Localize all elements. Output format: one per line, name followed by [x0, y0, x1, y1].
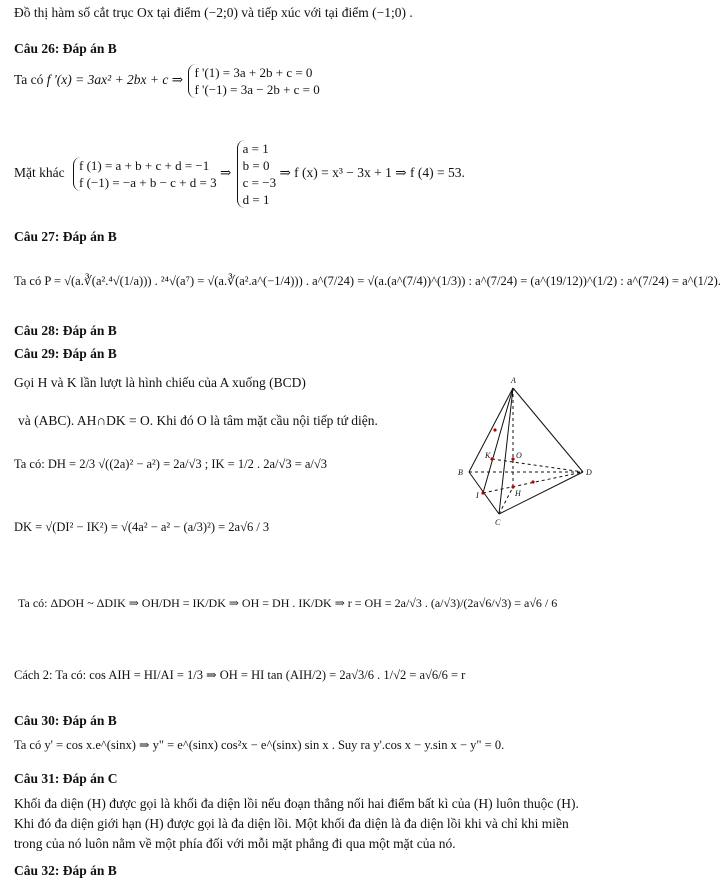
q26-sol-b: b = 0 [242, 158, 270, 173]
intro-line: Đồ thị hàm số cắt trục Ox tại điểm (−2;0) và tiếp xúc với tại điểm (−1;0) . [14, 5, 413, 20]
q26-system-1 [188, 64, 319, 98]
q27-heading: Câu 27: Đáp án B [14, 229, 117, 244]
q29-heading: Câu 29: Đáp án B [14, 346, 117, 361]
q31-line1: Khối đa diện (H) được gọi là khối đa diện lồi nếu đoạn thẳng nối hai điểm bất kì của (H) luôn thuộc (H). [14, 796, 579, 811]
label-i: I [476, 491, 479, 500]
edge-ad [513, 388, 583, 472]
line-kd [492, 459, 583, 472]
q30-heading: Câu 30: Đáp án B [14, 713, 117, 728]
q29-line2: và (ABC). AH∩DK = O. Khi đó O là tâm mặt cầu nội tiếp tứ diện. [18, 413, 378, 428]
q26-derivative-line [14, 64, 320, 98]
label-k: K [485, 451, 491, 460]
q26-values-line [14, 140, 465, 208]
q26-sol-c: c = −3 [242, 175, 277, 190]
q32-heading: Câu 32: Đáp án B [14, 863, 117, 878]
q26-lead: Ta có [14, 72, 44, 88]
label-c: C [495, 518, 501, 527]
q27-line [14, 272, 721, 290]
line-ai [483, 388, 513, 493]
q29-similar-line: Ta có: ΔDOH ~ ΔDIK ⇒ OH/DH = IK/DK ⇒ OH = DH . IK/DK ⇒ r = OH = 2a/√3 . (a/√3)/(2a√6/√3) = a√6 / 6 [18, 596, 558, 610]
q27-lead: Ta có [14, 274, 42, 288]
q26-sol-a: a = 1 [242, 141, 269, 156]
q31-line3: trong của nó luôn nằm về một phía đối với mỗi mặt phẳng đi qua một mặt của nó. [14, 836, 456, 851]
q29-method2-line: Cách 2: Ta có: cos AIH = HI/AI = 1/3 ⇒ OH = HI tan (AIH/2) = 2a√3/6 . 1/√2 = a√6/6 = r [14, 668, 466, 682]
q26-result: ⇒ f (x) = x³ − 3x + 1 ⇒ f (4) = 53. [279, 165, 465, 181]
q27-expr: P = √(a.∛(a².⁴√(1/a))) . ²⁴√(a⁷) = √(a.∛(a².a^(−1/4))) . a^(7/24) = √(a.(a^(7/4))^(1/3)) : a^(7/24) = (a^(19/12))^(1/2) : a^(7/24) = a^(1/2). [44, 274, 721, 288]
q26-lead2: Mặt khác [14, 165, 65, 181]
q26-system-2 [73, 157, 217, 191]
label-o: O [516, 451, 522, 460]
q29-dk-line: DK = √(DI² − IK²) = √(4a² − a² − (a/3)²) = 2a√6 / 3 [14, 520, 270, 534]
label-d: D [586, 468, 592, 477]
q31-line2: Khi đó đa diện giới hạn (H) được gọi là đa diện lồi. Một khối đa diện là đa diện lồi khi và chỉ khi miền [14, 816, 569, 831]
q28-heading: Câu 28: Đáp án B [14, 323, 117, 338]
label-b: B [458, 468, 463, 477]
q26-arrow: ⇒ [219, 165, 232, 181]
edge-ac [499, 388, 513, 514]
q29-dh-line [14, 455, 327, 473]
q26-eq-2: f '(−1) = 3a − 2b + c = 0 [194, 82, 320, 97]
q26-eq-4: f (−1) = −a + b − c + d = 3 [78, 175, 217, 190]
label-h: H [515, 489, 521, 498]
label-a: A [511, 376, 516, 385]
q26-heading: Câu 26: Đáp án B [14, 41, 117, 56]
q26-expr: f '(x) = 3ax² + 2bx + c ⇒ [46, 72, 184, 88]
q31-paragraph [14, 794, 634, 854]
q26-sol-d: d = 1 [242, 192, 270, 207]
q29-dh: DH = 2/3 √((2a)² − a²) = 2a/√3 ; IK = 1/2 . 2a/√3 = a/√3 [47, 457, 328, 471]
q26-eq-3: f (1) = a + b + c + d = −1 [78, 158, 210, 173]
tetrahedron-figure [455, 372, 595, 532]
q30-line: Ta có y' = cos x.e^(sinx) ⇒ y" = e^(sinx) cos²x − e^(sinx) sin x . Suy ra y'.cos x − y.sin x − y" = 0. [14, 738, 505, 752]
edge-cd [499, 472, 583, 514]
q26-solution-system [237, 140, 276, 208]
q29-line1: Gọi H và K lần lượt là hình chiếu của A xuống (BCD) [14, 375, 306, 390]
q31-heading: Câu 31: Đáp án C [14, 771, 118, 786]
q26-eq-1: f '(1) = 3a + 2b + c = 0 [194, 65, 313, 80]
q29-lead: Ta có: [14, 457, 45, 471]
